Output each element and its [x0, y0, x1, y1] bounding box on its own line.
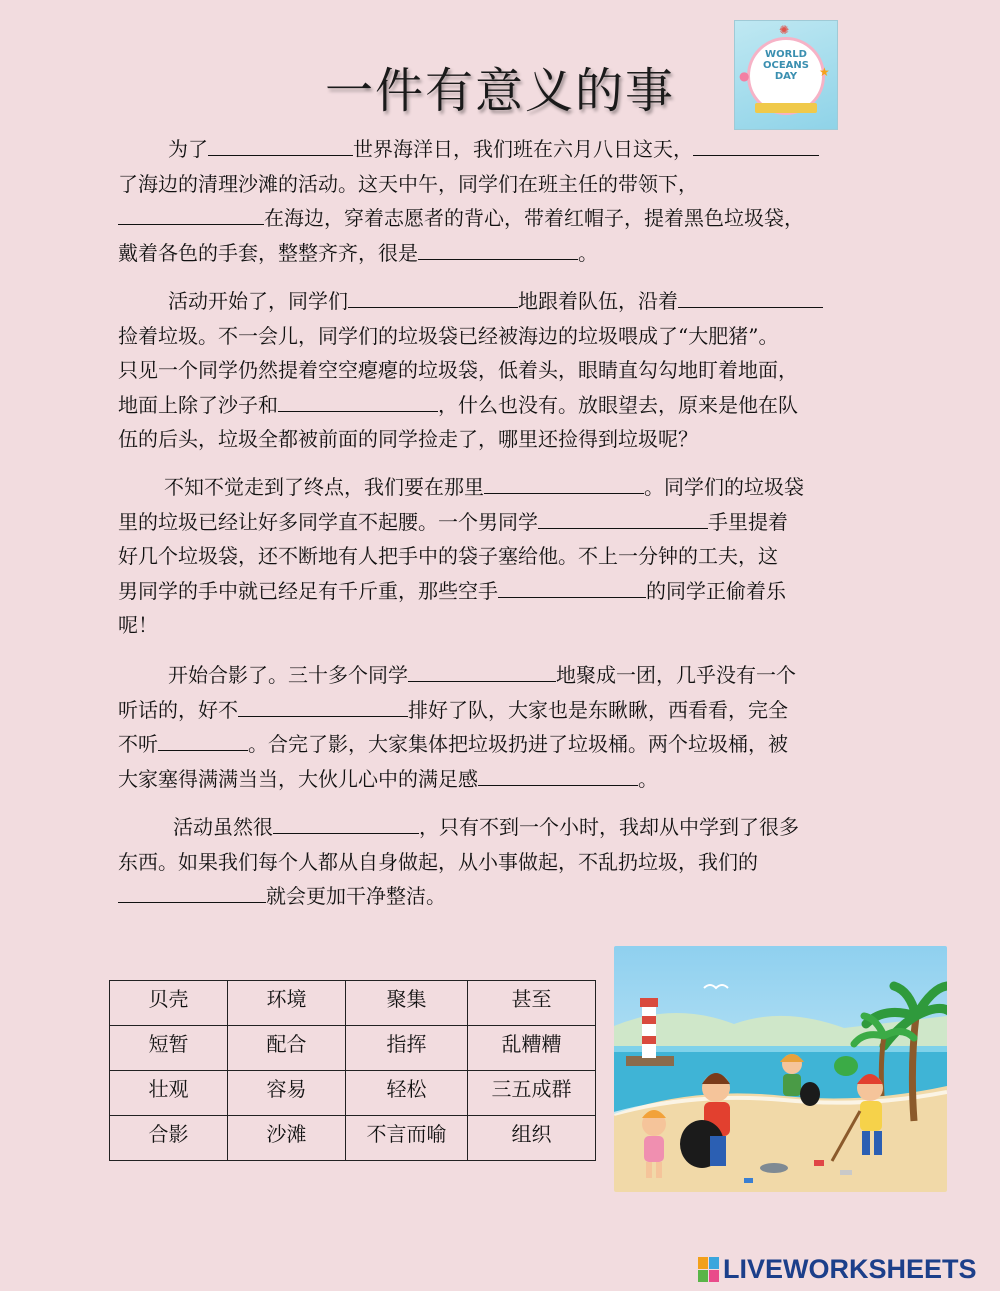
fill-blank[interactable] — [478, 765, 638, 786]
word-cell[interactable]: 环境 — [228, 981, 346, 1026]
fill-blank[interactable] — [118, 882, 266, 903]
paragraph-1: 为了 世界海洋日，我们班在六月八日这天， 了海边的清理沙滩的活动。这天中午，同学们在班主任的带领下， 在海边，穿着志愿者的背心，带着红帽子，提着黑色垃圾袋， 戴着各色的手套，整整齐齐，很是 。 — [118, 132, 908, 270]
word-cell[interactable]: 乱糟糟 — [468, 1026, 596, 1071]
fill-blank[interactable] — [538, 508, 708, 529]
word-cell[interactable]: 短暂 — [110, 1026, 228, 1071]
fill-blank[interactable] — [158, 730, 248, 751]
fill-blank[interactable] — [484, 473, 644, 494]
fill-blank[interactable] — [238, 696, 408, 717]
world-oceans-day-badge — [734, 20, 838, 130]
table-row — [110, 1071, 596, 1116]
table-row — [110, 1116, 596, 1161]
word-cell[interactable]: 壮观 — [110, 1071, 228, 1116]
word-cell[interactable]: 合影 — [110, 1116, 228, 1161]
word-cell[interactable]: 组织 — [468, 1116, 596, 1161]
fill-blank[interactable] — [678, 287, 823, 308]
fill-blank[interactable] — [278, 391, 438, 412]
word-cell[interactable]: 沙滩 — [228, 1116, 346, 1161]
paragraph-2: 活动开始了，同学们 地跟着队伍，沿着 捡着垃圾。不一会儿，同学们的垃圾袋已经被海边的垃圾喂成了“大肥猪”。 只见一个同学仍然提着空空瘪瘪的垃圾袋，低着头，眼睛直勾勾地盯着地面， 地面上除了沙子和 ，什么也没有。放眼望去，原来是他在队 伍的后头，垃圾全都被前面的同学捡走了，哪里还捡得到垃圾呢？ — [118, 284, 908, 457]
fill-blank[interactable] — [208, 135, 353, 156]
logo-text: LIVEWORKSHEETS — [723, 1253, 977, 1284]
badge-text: WORLD OCEANS DAY — [763, 49, 809, 82]
table-row — [110, 1026, 596, 1071]
word-bank-table — [109, 980, 596, 1161]
fill-blank[interactable] — [118, 204, 264, 225]
crab-icon: ✺ — [779, 23, 790, 37]
paragraph-5: 活动虽然很 ，只有不到一个小时，我却从中学到了很多 东西。如果我们每个人都从自身做起，从小事做起，不乱扔垃圾，我们的 就会更加干净整洁。 — [118, 815, 799, 908]
table-row — [110, 981, 596, 1026]
word-cell[interactable]: 聚集 — [346, 981, 468, 1026]
fill-blank[interactable] — [693, 135, 819, 156]
starfish-icon: ★ — [819, 65, 830, 79]
fill-blank[interactable] — [273, 813, 419, 834]
word-cell[interactable]: 容易 — [228, 1071, 346, 1116]
fill-blank[interactable] — [418, 239, 578, 260]
word-cell[interactable]: 不言而喻 — [346, 1116, 468, 1161]
logo-cubes-icon — [698, 1257, 719, 1282]
shell-icon: ● — [739, 69, 750, 83]
fill-blank[interactable] — [408, 661, 556, 682]
badge-ribbon — [755, 103, 817, 113]
word-cell[interactable]: 甚至 — [468, 981, 596, 1026]
liveworksheets-logo — [698, 1254, 977, 1284]
paragraph-4: 开始合影了。三十多个同学 地聚成一团，几乎没有一个 听话的，好不 排好了队，大家也是东瞅瞅，西看看，完全 不听 。合完了影，大家集体把垃圾扔进了垃圾桶。两个垃圾桶，被 大家塞得满满当当，大伙儿心中的满足感 。 — [118, 663, 796, 791]
word-cell[interactable]: 贝壳 — [110, 981, 228, 1026]
word-cell[interactable]: 三五成群 — [468, 1071, 596, 1116]
word-cell[interactable]: 指挥 — [346, 1026, 468, 1071]
fill-blank[interactable] — [498, 577, 646, 598]
beach-cleanup-illustration — [614, 946, 947, 1192]
fill-blank[interactable] — [348, 287, 518, 308]
beach-scene-svg — [614, 946, 947, 1192]
paragraph-3: 不知不觉走到了终点，我们要在那里 。同学们的垃圾袋 里的垃圾已经让好多同学直不起腰。一个男同学 手里提着 好几个垃圾袋，还不断地有人把手中的袋子塞给他。不上一分钟的工夫，这 男同学的手中就已经足有千斤重，那些空手 的同学正偷着乐 呢！ — [118, 475, 804, 637]
page-title: 一件有意义的事 — [324, 63, 675, 119]
word-cell[interactable]: 轻松 — [346, 1071, 468, 1116]
word-cell[interactable]: 配合 — [228, 1026, 346, 1071]
